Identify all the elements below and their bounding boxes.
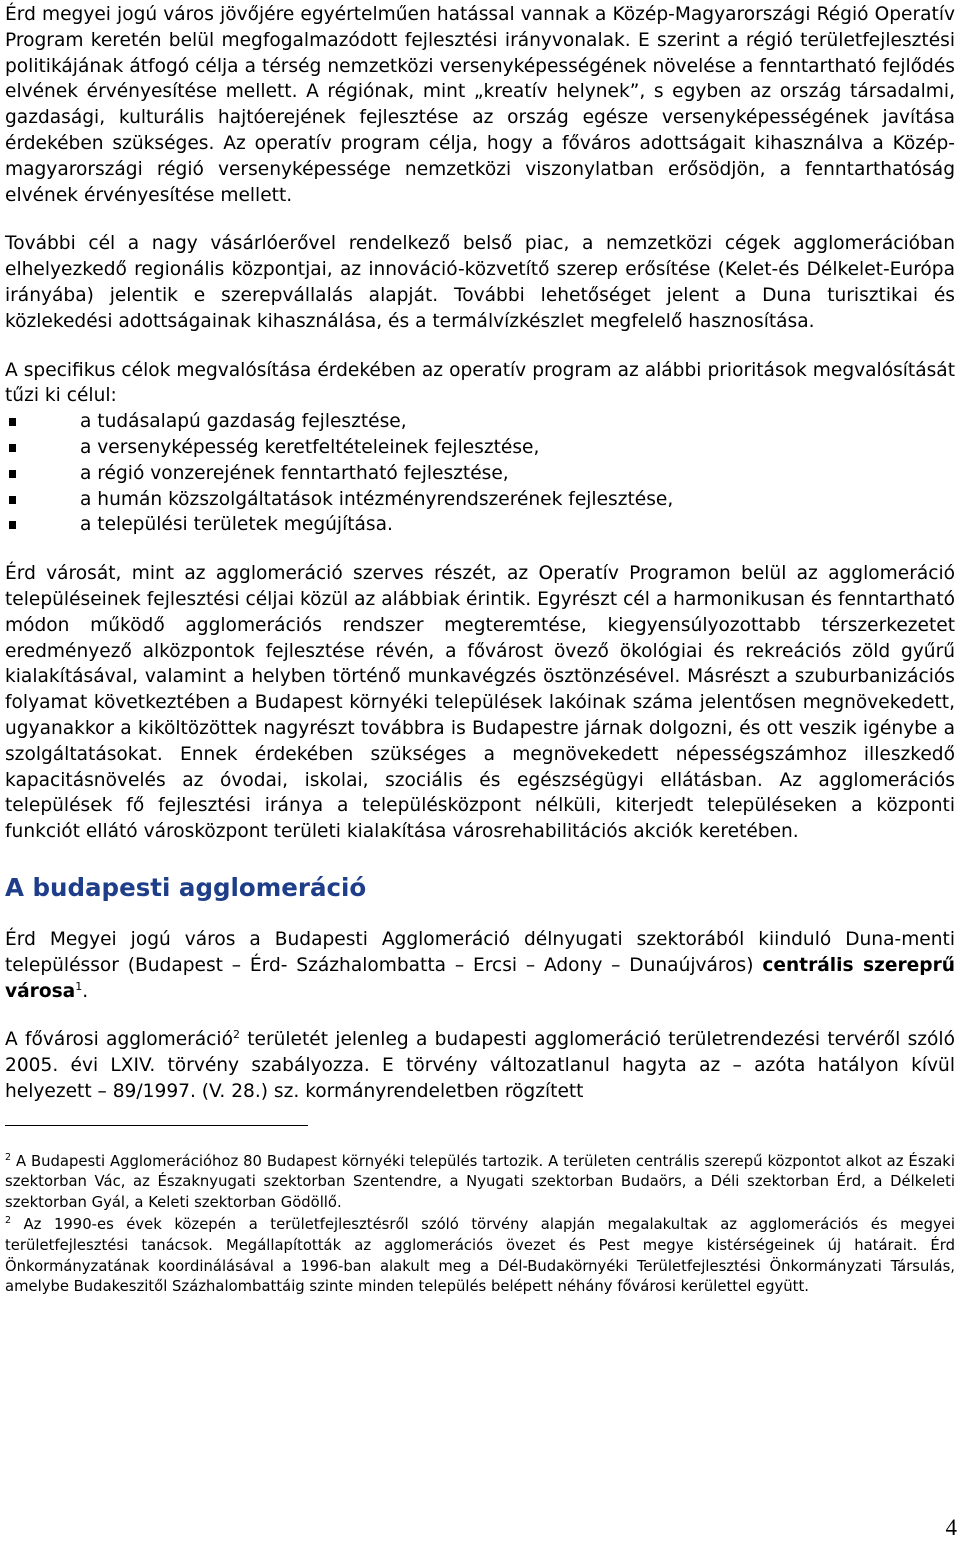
paragraph-text: Érd Megyei jogú város a Budapesti Agglomeráció délnyugati szektorából kiinduló Duna-menti településsor (Budapest – Érd- Százhalombatta – Ercsi – Adony – Dunaújváros): [5, 928, 955, 976]
square-bullet-icon: [9, 418, 16, 426]
paragraph-end: .: [82, 980, 89, 1002]
paragraph-regional-program: Érd megyei jogú város jövőjére egyértelműen hatással vannak a Közép-Magyarországi Régió Operatív Program keretén belül megfogalmazódott fejlesztési irányvonalak. E szerint a régió területfejlesztési politikájának átfogó célja a térség nemzetközi versenyképességének növelése a fenntartható fejlődés elvének érvényesítése mellett. A régiónak, mint „kreatív helynek”, s egyben az ország társadalmi, gazdasági, kulturális hajtóerejének fejlesztése az ország egésze versenyképességének javítása érdekében szükséges. Az operatív program célja, hogy a főváros adottságait kihasználva a Közép-magyarországi régió versenyképessége nemzetközi viszonylatban erősödjön, a fenntarthatóság elvének érvényesítése mellett.: [5, 4, 955, 206]
paragraph-erd-role: [5, 927, 955, 1004]
priority-list: [5, 409, 955, 538]
square-bullet-icon: [9, 470, 16, 478]
list-item-text: a humán közszolgáltatások intézményrendszerének fejlesztése,: [80, 488, 674, 510]
footnote-text: Az 1990-es évek közepén a területfejlesztésről szóló törvény alapján megalakultak az agglomerációs és megyei területfejlesztési tanácsok. Megállapították az agglomerációs övezet és Pest megye kistérségeinek új határait. Érd Önkormányzatának koordinálásával a 1996-ban alakult meg a Dél-Budakörnyéki Területfejlesztési Önkormányzati Társulás, amelybe Budakeszitől Százhalombattáig szinte minden település belépett néhány fővárosi kerülettel együtt.: [5, 1216, 955, 1296]
list-item-text: a versenyképesség keretfeltételeinek fejlesztése,: [80, 436, 540, 458]
paragraph-agglomeration-law: [5, 1027, 955, 1104]
paragraph-specific-goals: A specifikus célok megvalósítása érdekében az operatív program az alábbi prioritások megvalósítását tűzi ki célul:: [5, 359, 955, 407]
footnote-mark: 2: [5, 1151, 12, 1163]
list-item-text: a települési területek megújítása.: [80, 514, 393, 536]
footnote-ref: 1: [75, 979, 83, 993]
list-item: [5, 435, 955, 461]
list-item-text: a régió vonzerejének fenntartható fejlesztése,: [80, 462, 509, 484]
footnote-mark: 2: [5, 1215, 12, 1227]
footnotes: [5, 1152, 955, 1298]
list-item: [5, 409, 955, 435]
page-number: 4: [945, 1515, 957, 1540]
square-bullet-icon: [9, 444, 16, 452]
footnote-ref: 2: [232, 1028, 240, 1042]
list-item: [5, 461, 955, 487]
paragraph-agglomeration-goals: Érd városát, mint az agglomeráció szerves részét, az Operatív Programon belül az agglomeráció településeinek fejlesztési céljai közül az alábbiak érintik. Egyrészt cél a harmonikusan és fenntartható módon működő agglomerációs rendszer megteremtése, kiegyensúlyozottabb térszerkezetet eredményező alközpontok fejlesztése révén, a fővárost övező ökológiai és rekreációs zöld gyűrű kialakításával, valamint a helyben történő munkavégzés ösztönzésével. Másrészt a szuburbanizációs folyamat következtében a Budapest környéki települések lakóinak száma jelentősen megnövekedett, ugyanakkor a kiköltözöttek nagyrészt továbbra is Budapestre járnak dolgozni, és ott veszik igénybe a szolgáltatásokat. Ennek érdekében szükséges a megnövekedett népességszámhoz illeszkedő kapacitásnövelés az óvodai, iskolai, szociális és egészségügyi ellátásban. Az agglomerációs települések fő fejlesztési iránya a településközpont nélküli, kiterjedt településeken a központi funkciót ellátó városközpont területi kialakítása városrehabilitációs akciók keretében.: [5, 563, 955, 843]
list-item-text: a tudásalapú gazdaság fejlesztése,: [80, 411, 407, 433]
bold-phrase: centrális szereprű városa: [5, 954, 955, 1002]
square-bullet-icon: [9, 496, 16, 504]
section-heading: A budapesti agglomeráció: [5, 872, 367, 902]
list-item: [5, 512, 955, 538]
footnote-separator: [5, 1125, 308, 1126]
paragraph-text: A fővárosi agglomeráció: [5, 1029, 233, 1051]
paragraph-further-goals: További cél a nagy vásárlóerővel rendelkező belső piac, a nemzetközi cégek agglomerációban elhelyezkedő regionális központjai, az innováció-közvetítő szerep erősítése (Kelet-és Délkelet-Európa irányába) jelentik e szerepvállalás alapját. További lehetőséget jelent a Duna turisztikai és közlekedési adottságainak kihasználása, és a termálvízkészlet megfelelő hasznosítása.: [5, 233, 955, 332]
paragraph-text-continued: területét jelenleg a budapesti agglomeráció területrendezési tervéről szóló 2005. évi LXIV. törvény szabályozza. E törvény változatlanul hagyta az – azóta hatályon kívül helyezett – 89/1997. (V. 28.) sz. kormányrendeletben rögzített: [5, 1029, 955, 1102]
square-bullet-icon: [9, 521, 16, 529]
footnote-text: A Budapesti Agglomerációhoz 80 Budapest környéki település tartozik. A területen centrális szerepű központot alkot az Északi szektorban Vác, az Északnyugati szektorban Szentendre, a Nyugati szektorban Budaörs, a Déli szektorban Érd, a Délkeleti szektorban Gyál, a Keleti szektorban Gödöllő.: [5, 1152, 955, 1211]
footnote: [5, 1215, 955, 1297]
footnote: [5, 1152, 955, 1214]
list-item: [5, 487, 955, 513]
